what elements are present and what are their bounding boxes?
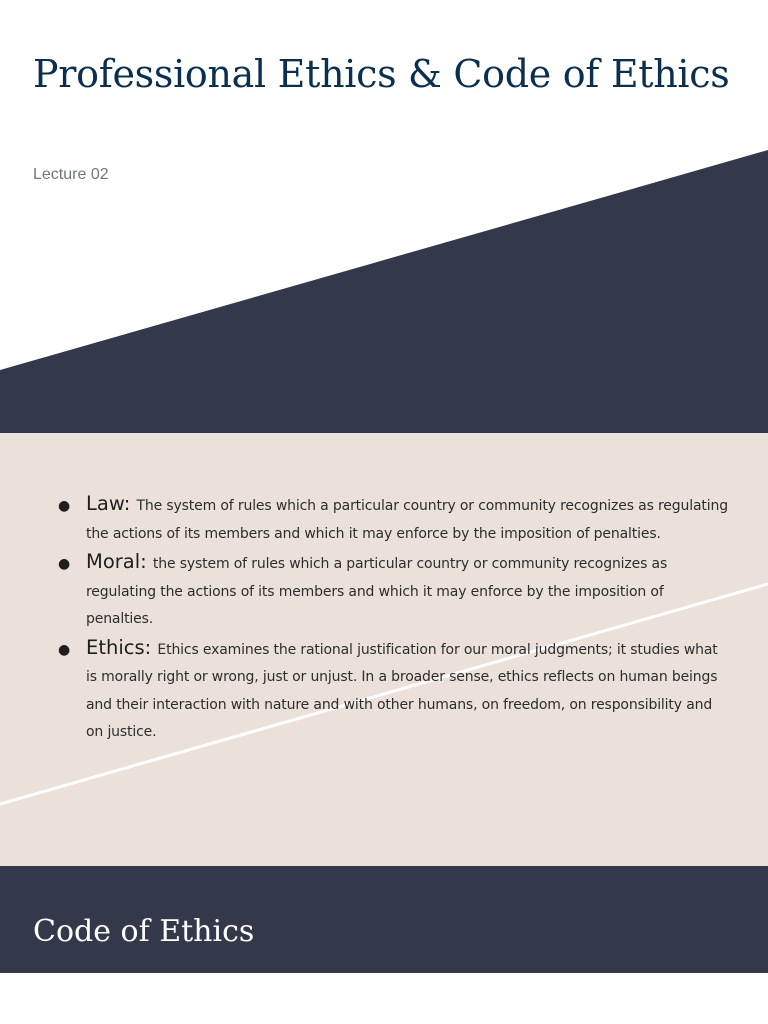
list-item-ethics	[58, 634, 728, 747]
definitions-list	[58, 490, 728, 747]
term-label: Moral:	[86, 550, 153, 573]
lecture-subtitle: Lecture 02	[33, 166, 109, 183]
term-label: Law:	[86, 492, 137, 515]
term-description: The system of rules which a particular country or community recognizes as regulating the actions of its members and which it may enforce by the imposition of penalties.	[86, 498, 728, 542]
term-label: Ethics:	[86, 635, 158, 659]
section-heading: Code of Ethics	[33, 914, 255, 949]
list-item-law	[58, 490, 728, 548]
term-description: Ethics examines the rational justification for our moral judgments; it studies what is morally right or wrong, just or unjust. In a broader sense, ethics reflects on human beings and their interaction with nature and with other humans, on freedom, on responsibility and on justice.	[86, 641, 718, 740]
bullet-icon: ●	[58, 641, 71, 658]
term-description: the system of rules which a particular country or community recognizes as regulating the actions of its members and which it may enforce by the imposition of penalties.	[86, 556, 668, 627]
bullet-icon: ●	[58, 498, 71, 514]
list-item-moral	[58, 548, 728, 634]
page-title: Professional Ethics & Code of Ethics	[33, 52, 730, 96]
bullet-icon: ●	[58, 556, 71, 572]
